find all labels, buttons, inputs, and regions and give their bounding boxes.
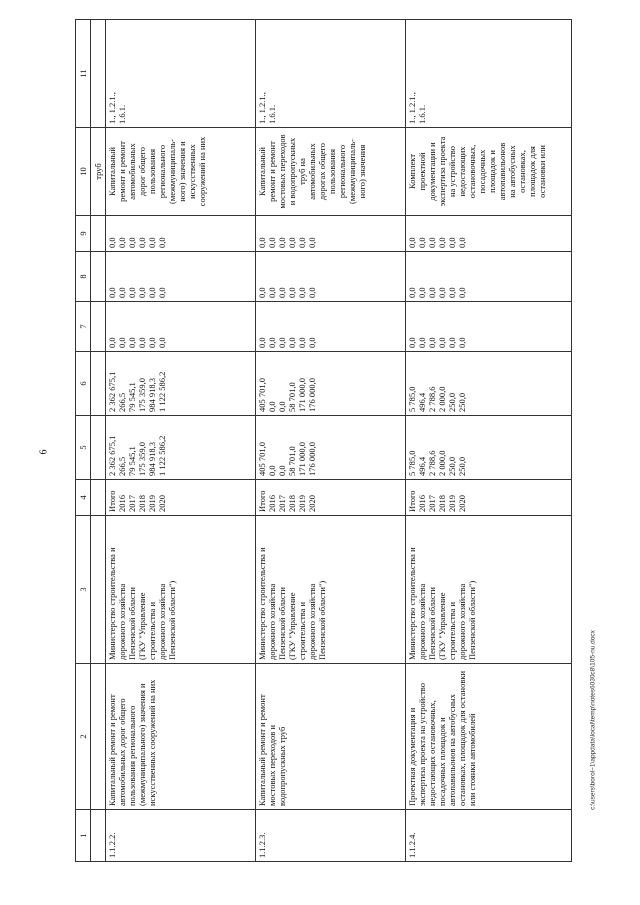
- row-col9: [106, 216, 256, 252]
- row-executor-line: дорожного хозяйства: [267, 583, 278, 660]
- row-regional-line: 2 788,6: [427, 386, 438, 412]
- row-col8-line: 0,0: [427, 287, 438, 298]
- row-col7-line: 0,0: [457, 337, 468, 348]
- row-years-line: 2018: [137, 495, 148, 512]
- row-col7-line: 0,0: [117, 337, 128, 348]
- row-name: Капитальный ремонт и ремонт мостовых переходов и водопропускных труб: [256, 664, 406, 810]
- row-total: [106, 416, 256, 480]
- row-years-line: 2019: [297, 495, 308, 512]
- row-col7: [406, 302, 572, 352]
- row-col7-line: 0,0: [137, 337, 148, 348]
- row-years-line: 2016: [417, 495, 428, 512]
- row-col7-line: 0,0: [147, 337, 158, 348]
- row-result-line: автомобильных: [307, 143, 318, 200]
- row-col8-line: 0,0: [257, 287, 267, 298]
- row-result-line: остановки или: [537, 145, 548, 198]
- row-executor-line: Министерство строительства и: [107, 547, 117, 660]
- row-years-line: 2019: [147, 495, 158, 512]
- row-result-line: остановках,: [517, 150, 528, 193]
- row-col7-line: 0,0: [157, 337, 168, 348]
- row-result-line: искусственных: [187, 144, 198, 199]
- row-col8-line: 0,0: [297, 287, 308, 298]
- row-indicator-line: 1.6.1.: [267, 104, 278, 124]
- row-regional-line: 176 000,0: [307, 378, 318, 412]
- row-result-line: Капитальный: [107, 147, 117, 196]
- row-total-line: 79 545,1: [127, 446, 138, 476]
- row-executor-line: дорожного хозяйства: [417, 583, 428, 660]
- row-result-line: ного) значения и: [177, 141, 188, 202]
- row-col9-line: 0,0: [277, 237, 288, 248]
- row-result-line: посадочных: [477, 149, 488, 194]
- row-result-line: Капитальный: [257, 147, 267, 196]
- row-executor-line: дорожного хозяйства: [117, 583, 128, 660]
- continuation-row: [91, 20, 106, 862]
- row-executor-line: Пензенской области"): [317, 580, 328, 660]
- row-col8-line: 0,0: [117, 287, 128, 298]
- row-regional-line: 79 545,1: [127, 382, 138, 412]
- row-years-line: 2018: [437, 495, 448, 512]
- row-col7-line: 0,0: [407, 337, 417, 348]
- row-result-line: пользования: [147, 148, 158, 195]
- row-regional-line: 2 362 675,1: [107, 371, 117, 412]
- row-executor-line: строительства и: [297, 601, 308, 660]
- row-result: [256, 128, 406, 216]
- row-indicator-line: 1., 1.2.1.,: [257, 92, 267, 124]
- row-executor-line: (ГКУ "Управление: [437, 592, 448, 660]
- row-col9-line: 0,0: [157, 237, 168, 248]
- row-years-line: 2020: [307, 495, 318, 512]
- row-result-line: пользования: [327, 148, 338, 195]
- row-total-line: 250,0: [457, 456, 468, 476]
- header-4: 4: [76, 480, 91, 516]
- row-total-line: 405 701,0: [257, 442, 267, 476]
- row-total-line: 496,4: [417, 456, 428, 476]
- program-table: [75, 19, 572, 862]
- row-years: [256, 480, 406, 516]
- row-result-line: труб на: [297, 158, 308, 185]
- row-col7-line: 0,0: [257, 337, 267, 348]
- row-total-line: 2 000,0: [437, 450, 448, 476]
- row-indicator: [256, 20, 406, 128]
- row-total-line: 175 359,0: [137, 442, 148, 476]
- row-total-line: 0,0: [277, 465, 288, 476]
- row-col7-line: 0,0: [107, 337, 117, 348]
- row-col9: [406, 216, 572, 252]
- row-col9-line: 0,0: [427, 237, 438, 248]
- row-years-line: Итого: [407, 490, 417, 512]
- row-col9-line: 0,0: [287, 237, 298, 248]
- row-indicator-line: 1., 1.2.1.,: [407, 92, 417, 124]
- row-col9-line: 0,0: [297, 237, 308, 248]
- row-executor: [406, 516, 572, 664]
- row-result-line: экспертиза проекта: [437, 136, 448, 207]
- row-indicator: [106, 20, 256, 128]
- row-col8-line: 0,0: [127, 287, 138, 298]
- row-col8-line: 0,0: [147, 287, 158, 298]
- row-result-line: площадок и: [487, 150, 498, 193]
- row-regional-line: 2 000,0: [437, 386, 448, 412]
- row-regional-line: 984 918,3: [147, 378, 158, 412]
- row-code: 1.1.2.2.: [106, 810, 256, 862]
- row-col7-line: 0,0: [417, 337, 428, 348]
- row-executor: [106, 516, 256, 664]
- row-regional-line: 175 359,0: [137, 378, 148, 412]
- table-row: [406, 20, 572, 862]
- row-col9-line: 0,0: [307, 237, 318, 248]
- row-total-line: 58 701,0: [287, 446, 298, 476]
- row-result-line: и водопропускных: [287, 137, 298, 206]
- row-col7-line: 0,0: [427, 337, 438, 348]
- row-result-line: ремонт и ремонт: [267, 141, 278, 202]
- row-result-line: автомобильных: [127, 143, 138, 200]
- row-regional-line: 250,0: [457, 392, 468, 412]
- row-regional-line: 171 000,0: [297, 378, 308, 412]
- row-col8: [256, 252, 406, 302]
- row-col8-line: 0,0: [157, 287, 168, 298]
- table-row: [106, 20, 256, 862]
- row-regional-line: 496,4: [417, 392, 428, 412]
- continuation-text: труб: [91, 128, 106, 216]
- row-regional: [256, 352, 406, 416]
- row-regional-line: 0,0: [267, 401, 278, 412]
- row-col9-line: 0,0: [267, 237, 278, 248]
- row-result-line: на автобусных: [507, 145, 518, 198]
- row-result-line: сооружений на них: [197, 136, 208, 207]
- row-result-line: на устройство: [447, 145, 458, 198]
- header-10: 10: [76, 128, 91, 216]
- row-total-line: 266,5: [117, 456, 128, 476]
- row-result-line: дорогах общего: [317, 142, 328, 201]
- row-col9-line: 0,0: [117, 237, 128, 248]
- row-executor-line: строительства и: [147, 601, 158, 660]
- row-col7: [106, 302, 256, 352]
- row-code: 1.1.2.3.: [256, 810, 406, 862]
- row-executor-line: Пензенской области: [427, 587, 438, 660]
- header-11: 11: [76, 20, 91, 128]
- row-col9-line: 0,0: [137, 237, 148, 248]
- row-name: Капитальный ремонт и ремонт автомобильных дорог общего пользования регионального (межмуниципального) значения и искусственных сооружений на них: [106, 664, 256, 810]
- row-result-line: Комплект: [407, 154, 417, 190]
- row-indicator: [406, 20, 572, 128]
- row-indicator-line: 1.6.1.: [417, 104, 428, 124]
- row-col8-line: 0,0: [267, 287, 278, 298]
- row-total: [406, 416, 572, 480]
- header-6: 6: [76, 352, 91, 416]
- row-years-line: 2020: [457, 495, 468, 512]
- header-1: 1: [76, 810, 91, 862]
- row-result: [406, 128, 572, 216]
- row-code: 1.1.2.4.: [406, 810, 572, 862]
- row-col8-line: 0,0: [277, 287, 288, 298]
- row-col9-line: 0,0: [407, 237, 417, 248]
- table-row: [256, 20, 406, 862]
- row-regional-line: 0,0: [277, 401, 288, 412]
- row-regional-line: 250,0: [447, 392, 458, 412]
- row-result: [106, 128, 256, 216]
- row-executor-line: (ГКУ "Управление: [287, 592, 298, 660]
- row-years-line: 2016: [267, 495, 278, 512]
- row-col7-line: 0,0: [287, 337, 298, 348]
- row-col8-line: 0,0: [107, 287, 117, 298]
- row-col8-line: 0,0: [407, 287, 417, 298]
- row-executor-line: Министерство строительства и: [407, 547, 417, 660]
- row-col9-line: 0,0: [457, 237, 468, 248]
- row-result-line: ремонт и ремонт: [117, 141, 128, 202]
- row-result-line: дорог общего: [137, 146, 148, 197]
- row-total-line: 5 785,0: [407, 450, 417, 476]
- row-col8: [406, 252, 572, 302]
- row-regional-line: 58 701,0: [287, 382, 298, 412]
- row-years: [106, 480, 256, 516]
- header-row: [76, 20, 91, 862]
- header-5: 5: [76, 416, 91, 480]
- row-result-line: документации и: [427, 142, 438, 201]
- row-total-line: 0,0: [267, 465, 278, 476]
- row-result-line: регионального: [157, 144, 168, 199]
- row-years-line: 2020: [157, 495, 168, 512]
- row-col7-line: 0,0: [297, 337, 308, 348]
- row-executor: [256, 516, 406, 664]
- row-years: [406, 480, 572, 516]
- row-executor-line: (ГКУ "Управление: [137, 592, 148, 660]
- row-regional-line: 1 122 586,2: [157, 371, 168, 412]
- row-regional-line: 5 785,0: [407, 386, 417, 412]
- row-result-line: (межмуниципаль-: [347, 138, 358, 205]
- row-total-line: 984 918,3: [147, 442, 158, 476]
- row-executor-line: Пензенской области: [277, 587, 288, 660]
- row-col8-line: 0,0: [137, 287, 148, 298]
- row-total-line: 2 362 675,1: [107, 435, 117, 476]
- row-result-line: остановочных,: [467, 144, 478, 199]
- header-7: 7: [76, 302, 91, 352]
- row-total-line: 1 122 586,2: [157, 435, 168, 476]
- row-regional-line: 405 701,0: [257, 378, 267, 412]
- header-2: 2: [76, 664, 91, 810]
- row-col8-line: 0,0: [447, 287, 458, 298]
- row-executor-line: дорожного хозяйства: [307, 583, 318, 660]
- row-col7: [256, 302, 406, 352]
- header-9: 9: [76, 216, 91, 252]
- row-executor-line: Пензенской области"): [167, 580, 178, 660]
- row-years-line: Итого: [257, 490, 267, 512]
- row-col7-line: 0,0: [267, 337, 278, 348]
- row-col7-line: 0,0: [277, 337, 288, 348]
- row-col9-line: 0,0: [127, 237, 138, 248]
- rotated-table-frame: [75, 20, 565, 862]
- row-total-line: 171 000,0: [297, 442, 308, 476]
- row-col7-line: 0,0: [127, 337, 138, 348]
- row-col9-line: 0,0: [107, 237, 117, 248]
- row-col9-line: 0,0: [147, 237, 158, 248]
- row-total-line: 176 000,0: [307, 442, 318, 476]
- row-result-line: (межмуниципаль-: [167, 138, 178, 205]
- row-col7-line: 0,0: [447, 337, 458, 348]
- row-result-line: мостовых переходов: [277, 134, 288, 209]
- row-col8-line: 0,0: [307, 287, 318, 298]
- page-number: 6: [38, 449, 50, 455]
- row-result-line: ного) значения: [357, 144, 368, 199]
- table-body: [106, 20, 572, 862]
- row-total-line: 2 788,6: [427, 450, 438, 476]
- row-result-line: регионального: [337, 144, 348, 199]
- row-result-line: автопавильонов: [497, 142, 508, 201]
- row-years-line: Итого: [107, 490, 117, 512]
- footer-path: c:\users\borol~1\appdata\local\temp\notes6030c8\105-nu.docx: [589, 630, 597, 810]
- row-years-line: 2017: [127, 495, 138, 512]
- row-col7-line: 0,0: [307, 337, 318, 348]
- row-col9-line: 0,0: [417, 237, 428, 248]
- row-total: [256, 416, 406, 480]
- row-regional-line: 266,5: [117, 392, 128, 412]
- row-result-line: недостающих: [457, 146, 468, 197]
- row-years-line: 2018: [287, 495, 298, 512]
- row-col8-line: 0,0: [437, 287, 448, 298]
- row-col8-line: 0,0: [417, 287, 428, 298]
- row-regional: [106, 352, 256, 416]
- row-executor-line: Пензенской области"): [467, 580, 478, 660]
- header-3: 3: [76, 516, 91, 664]
- row-indicator-line: 1.6.1.: [117, 104, 128, 124]
- row-years-line: 2019: [447, 495, 458, 512]
- row-col8-line: 0,0: [287, 287, 298, 298]
- row-executor-line: строительства и: [447, 601, 458, 660]
- row-name: Проектная документация и экспертиза проекта на устройство недостающих остановочных, посадочных площадок и автопавильонов на автобусных остановках, площадок для остановки или стоянки автомобилей: [406, 664, 572, 810]
- row-result-line: площадок для: [527, 146, 538, 197]
- row-total-line: 250,0: [447, 456, 458, 476]
- row-indicator-line: 1., 1.2.1.,: [107, 92, 117, 124]
- row-executor-line: дорожного хозяйства: [157, 583, 168, 660]
- row-col9-line: 0,0: [257, 237, 267, 248]
- row-result-line: проектной: [417, 152, 428, 191]
- row-years-line: 2017: [427, 495, 438, 512]
- row-executor-line: Министерство строительства и: [257, 547, 267, 660]
- row-executor-line: Пензенской области: [127, 587, 138, 660]
- row-col9-line: 0,0: [437, 237, 448, 248]
- row-col9: [256, 216, 406, 252]
- row-years-line: 2017: [277, 495, 288, 512]
- row-executor-line: дорожного хозяйства: [457, 583, 468, 660]
- row-years-line: 2016: [117, 495, 128, 512]
- header-8: 8: [76, 252, 91, 302]
- row-col8-line: 0,0: [457, 287, 468, 298]
- row-regional: [406, 352, 572, 416]
- row-col7-line: 0,0: [437, 337, 448, 348]
- row-col8: [106, 252, 256, 302]
- row-col9-line: 0,0: [447, 237, 458, 248]
